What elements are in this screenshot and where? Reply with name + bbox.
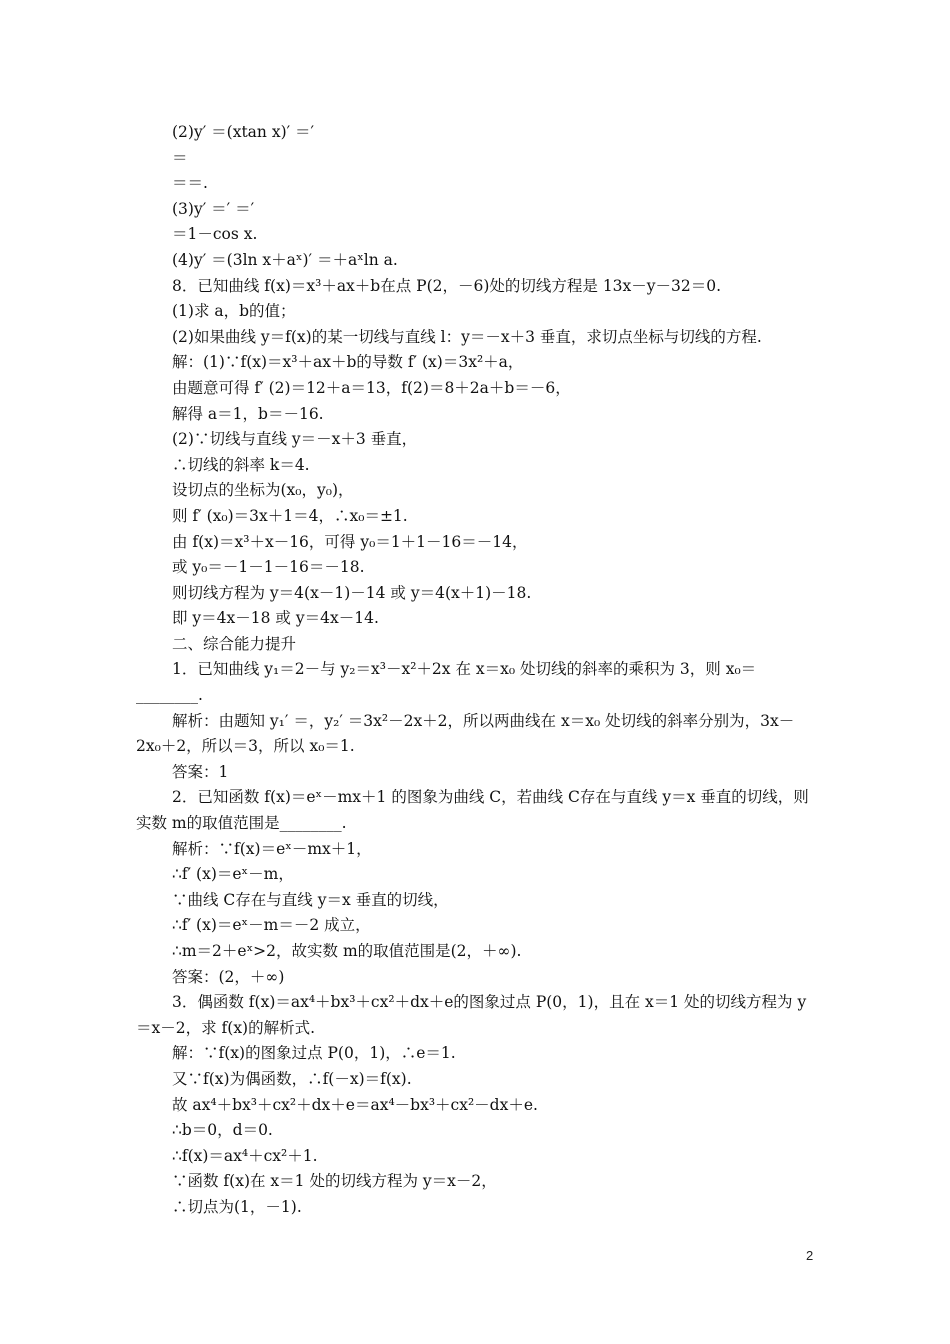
- page-number: 2: [806, 1248, 814, 1263]
- text-line: ＝＝.: [172, 174, 208, 193]
- text-line: 即 y＝4x－18 或 y＝4x－14.: [172, 609, 379, 628]
- page-content: [0, 120, 950, 1221]
- text-line: 解析：由题知 y₁′ ＝，y₂′ ＝3x²－2x＋2，所以两曲线在 x＝x₀ 处切线的斜率分别为，3x－: [172, 711, 795, 730]
- text-line: 解得 a＝1，b＝－16.: [172, 404, 324, 423]
- text-line: ________.: [136, 686, 203, 705]
- text-line: 实数 m的取值范围是________.: [136, 814, 347, 833]
- text-line: 则切线方程为 y＝4(x－1)－14 或 y＝4(x＋1)－18.: [172, 583, 532, 602]
- text-line: 8．已知曲线 f(x)＝x³＋ax＋b在点 P(2，－6)处的切线方程是 13x－y－32＝0.: [172, 276, 722, 295]
- text-line: ＝: [172, 148, 188, 167]
- text-line: (2)如果曲线 y＝f(x)的某一切线与直线 l：y＝－x＋3 垂直，求切点坐标与切线的方程.: [172, 327, 762, 346]
- text-line: 则 f′ (x₀)＝3x＋1＝4，∴x₀＝±1.: [172, 506, 408, 525]
- section-heading: 二、综合能力提升: [172, 634, 297, 653]
- text-line: 3．偶函数 f(x)＝ax⁴＋bx³＋cx²＋dx＋e的图象过点 P(0，1)，且在 x＝1 处的切线方程为 y: [172, 993, 807, 1012]
- text-line: ＝1－cos x.: [172, 225, 258, 244]
- text-line: ∴f′ (x)＝eˣ－m，: [172, 865, 294, 884]
- text-line: 故 ax⁴＋bx³＋cx²＋dx＋e＝ax⁴－bx³＋cx²－dx＋e.: [172, 1095, 538, 1114]
- text-line: 2x₀＋2，所以＝3，所以 x₀＝1.: [136, 737, 355, 756]
- text-line: 由 f(x)＝x³＋x－16，可得 y₀＝1＋1－16＝－14，: [172, 532, 528, 551]
- text-line: ∴b＝0，d＝0.: [172, 1121, 273, 1140]
- text-line: 由题意可得 f′ (2)＝12＋a＝13，f(2)＝8＋2a＋b＝－6，: [172, 378, 571, 397]
- text-line: 或 y₀＝－1－1－16＝－18.: [172, 558, 365, 577]
- text-line: ∵曲线 C存在与直线 y＝x 垂直的切线，: [172, 890, 449, 909]
- text-line: ∴f(x)＝ax⁴＋cx²＋1.: [172, 1146, 318, 1165]
- text-line: ＝x－2，求 f(x)的解析式.: [136, 1018, 316, 1037]
- text-line: ∴m＝2＋eˣ>2，故实数 m的取值范围是(2，＋∞).: [172, 942, 522, 960]
- text-line: 答案：(2，＋∞): [172, 967, 285, 986]
- text-line: 设切点的坐标为(x₀，y₀)，: [172, 481, 354, 500]
- text-line: (2)∵切线与直线 y＝－x＋3 垂直，: [172, 430, 418, 449]
- text-line: 解：(1)∵f(x)＝x³＋ax＋b的导数 f′ (x)＝3x²＋a，: [172, 353, 524, 372]
- text-line: 又∵f(x)为偶函数，∴f(－x)＝f(x).: [172, 1069, 412, 1088]
- text-line: ∴切点为(1，－1).: [172, 1197, 302, 1216]
- text-line: (3)y′ ＝′ ＝′: [172, 199, 255, 218]
- text-line: ∵函数 f(x)在 x＝1 处的切线方程为 y＝x－2，: [172, 1172, 497, 1191]
- text-line: 解析：∵f(x)＝eˣ－mx＋1，: [172, 839, 372, 858]
- text-line: 2．已知函数 f(x)＝eˣ－mx＋1 的图象为曲线 C，若曲线 C存在与直线 y＝x 垂直的切线，则: [172, 788, 809, 807]
- text-line: (4)y′ ＝(3ln x＋aˣ)′ ＝＋aˣln a.: [172, 250, 398, 269]
- text-line: ∴切线的斜率 k＝4.: [172, 455, 310, 474]
- text-line: 解：∵f(x)的图象过点 P(0，1)，∴e＝1.: [172, 1044, 456, 1063]
- text-line: 答案：1: [172, 762, 229, 781]
- text-line: (1)求 a，b的值；: [172, 302, 296, 321]
- text-line: (2)y′ ＝(xtan x)′ ＝′: [172, 123, 315, 141]
- text-line: 1．已知曲线 y₁＝2－与 y₂＝x³－x²＋2x 在 x＝x₀ 处切线的斜率的乘积为 3，则 x₀＝: [172, 660, 757, 679]
- text-line: ∴f′ (x)＝eˣ－m＝－2 成立，: [172, 916, 371, 935]
